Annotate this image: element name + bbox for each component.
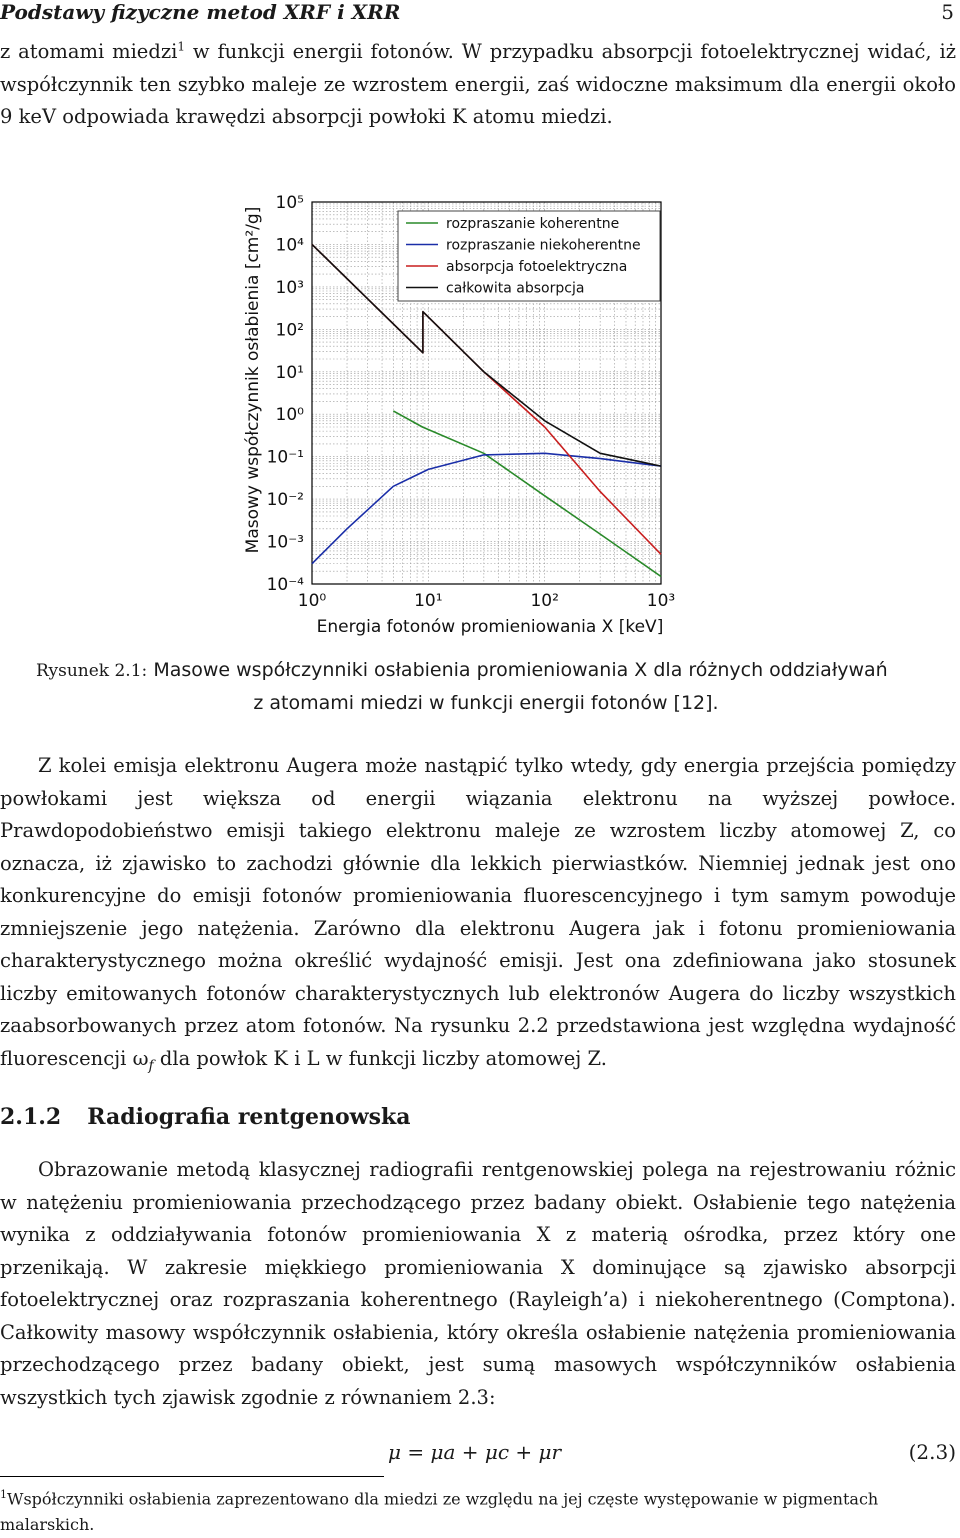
- intro-paragraph: [0, 36, 956, 134]
- footnote: [0, 1482, 956, 1538]
- y-tick-labels: [267, 193, 305, 595]
- omega-subscript: f: [148, 1057, 154, 1074]
- auger-paragraph-end: dla powłok K i L w funkcji liczby atomowej Z.: [159, 1046, 607, 1070]
- x-axis-label: Energia fotonów promieniowania X [keV]: [316, 617, 664, 637]
- x-tick-labels: [298, 591, 675, 611]
- y-tick-label: 10⁵: [275, 193, 304, 213]
- intro-rest: w funkcji energii fotonów. W przypadku absorpcji fotoelektrycznej widać, iż współczynnik ten szybko maleje ze wzrostem energii, zaś widoczne maksimum dla energii około 9 keV odpowiada krawędzi absorpcji powłoki K atomu miedzi.: [0, 40, 956, 128]
- y-tick-label: 10²: [275, 320, 304, 341]
- equation-2-3: [0, 1440, 956, 1470]
- footnote-marker[interactable]: 1: [177, 39, 185, 54]
- series-line-rozpraszanie-niekoherentne: [312, 453, 661, 563]
- y-tick-label: 10¹: [275, 362, 304, 383]
- y-tick-label: 10³: [275, 277, 304, 298]
- x-tick-label: 10³: [646, 591, 676, 611]
- section-heading: [0, 1104, 410, 1130]
- equation-formula: μ = μa + μc + μr: [388, 1440, 562, 1464]
- x-tick-label: 10⁰: [297, 591, 327, 611]
- section-title: Radiografia rentgenowska: [87, 1104, 411, 1130]
- auger-paragraph-text: Z kolei emisja elektronu Augera może nastąpić tylko wtedy, gdy energia przejścia pomiędzy powłokami jest większa od energii wiązania elektronu na wyższej powłoce. Prawdopodobieństwo emisji takiego elektronu maleje ze wzrostem liczby atomowej Z, co oznacza, iż zjawisko to zachodzi głównie dla lekkich pierwiastków. Niemniej jednak jest ono konkurencyjne do emisji fotonów promieniowania fluorescencyjnego i tym samym powoduje zmniejszenie jego natężenia. Zarówno dla elektronu Augera jak i fotonu promieniowania charakterystycznego można określić wydajność emisji. Jest ona zdefiniowana jako stosunek liczby emitowanych fotonów charakterystycznych lub elektronów Augera do liczby wszystkich zaabsorbowanych przez atom fotonów. Na rysunku 2.2 przedstawiona jest względna wydajność fluorescencji ω: [0, 754, 956, 1070]
- caption-line-2: z atomami miedzi w funkcji energii fotonów [12].: [253, 692, 719, 714]
- radiography-paragraph: Obrazowanie metodą klasycznej radiografii rentgenowskiej polega na rejestrowaniu różnic w natężeniu promieniowania przechodzącego przez badany obiekt. Osłabienie tego natężenia wynika z oddziaływania fotonów promieniowania X z materią ośrodka, przez który one przenikają. W zakresie miękkiego promieniowania X dominujące są zjawisko absorpcji fotoelektrycznej oraz rozpraszania koherentnego (Rayleigh’a) i niekoherentnego (Comptona). Całkowity masowy współczynnik osłabienia, który określa osłabienie natężenia promieniowania przechodzącego przez badany obiekt, jest sumą masowych współczynników osłabienia wszystkich tych zjawisk zgodnie z równaniem 2.3:: [0, 1158, 956, 1409]
- equation-number: (2.3): [908, 1440, 956, 1464]
- caption-label: Rysunek 2.1:: [36, 661, 148, 681]
- y-tick-label: 10⁰: [275, 405, 304, 426]
- footnote-rule: [0, 1476, 384, 1477]
- intro-lead: z atomami miedzi: [0, 40, 178, 63]
- section-number: 2.1.2: [0, 1104, 62, 1130]
- page-number: 5: [941, 0, 954, 24]
- footnote-mark: 1: [0, 1488, 7, 1501]
- figure-caption: [36, 654, 956, 719]
- chart-legend: [398, 211, 660, 301]
- caption-line-1: Masowe współczynniki osłabienia promieniowania X dla różnych oddziaływań: [153, 659, 888, 681]
- legend-entry: rozpraszanie koherentne: [446, 216, 620, 232]
- series-line-rozpraszanie-koherentne: [393, 411, 661, 577]
- y-tick-label: 10⁴: [275, 235, 304, 256]
- running-header-title: Podstawy fizyczne metod XRF i XRR: [0, 0, 401, 24]
- auger-paragraph: [0, 750, 956, 1082]
- y-axis-label: Masowy współczynnik osłabienia [cm²/g]: [243, 206, 263, 554]
- legend-entry: całkowita absorpcja: [446, 280, 585, 297]
- footnote-text: Współczynniki osłabienia zaprezentowano dla miedzi ze względu na jej częste występowanie w pigmentach malarskich.: [0, 1489, 879, 1535]
- x-tick-label: 10²: [530, 591, 559, 611]
- legend-entry: rozpraszanie niekoherentne: [446, 237, 641, 254]
- legend-entry: absorpcja fotoelektryczna: [446, 259, 628, 275]
- y-tick-label: 10⁻³: [266, 532, 304, 553]
- running-header: [0, 0, 960, 24]
- figure-attenuation-chart: [230, 180, 700, 640]
- y-tick-label: 10⁻¹: [266, 447, 304, 468]
- y-tick-label: 10⁻²: [266, 490, 304, 511]
- y-tick-label: 10⁻⁴: [266, 575, 304, 595]
- x-tick-label: 10¹: [414, 591, 443, 611]
- attenuation-chart-svg: [230, 180, 700, 640]
